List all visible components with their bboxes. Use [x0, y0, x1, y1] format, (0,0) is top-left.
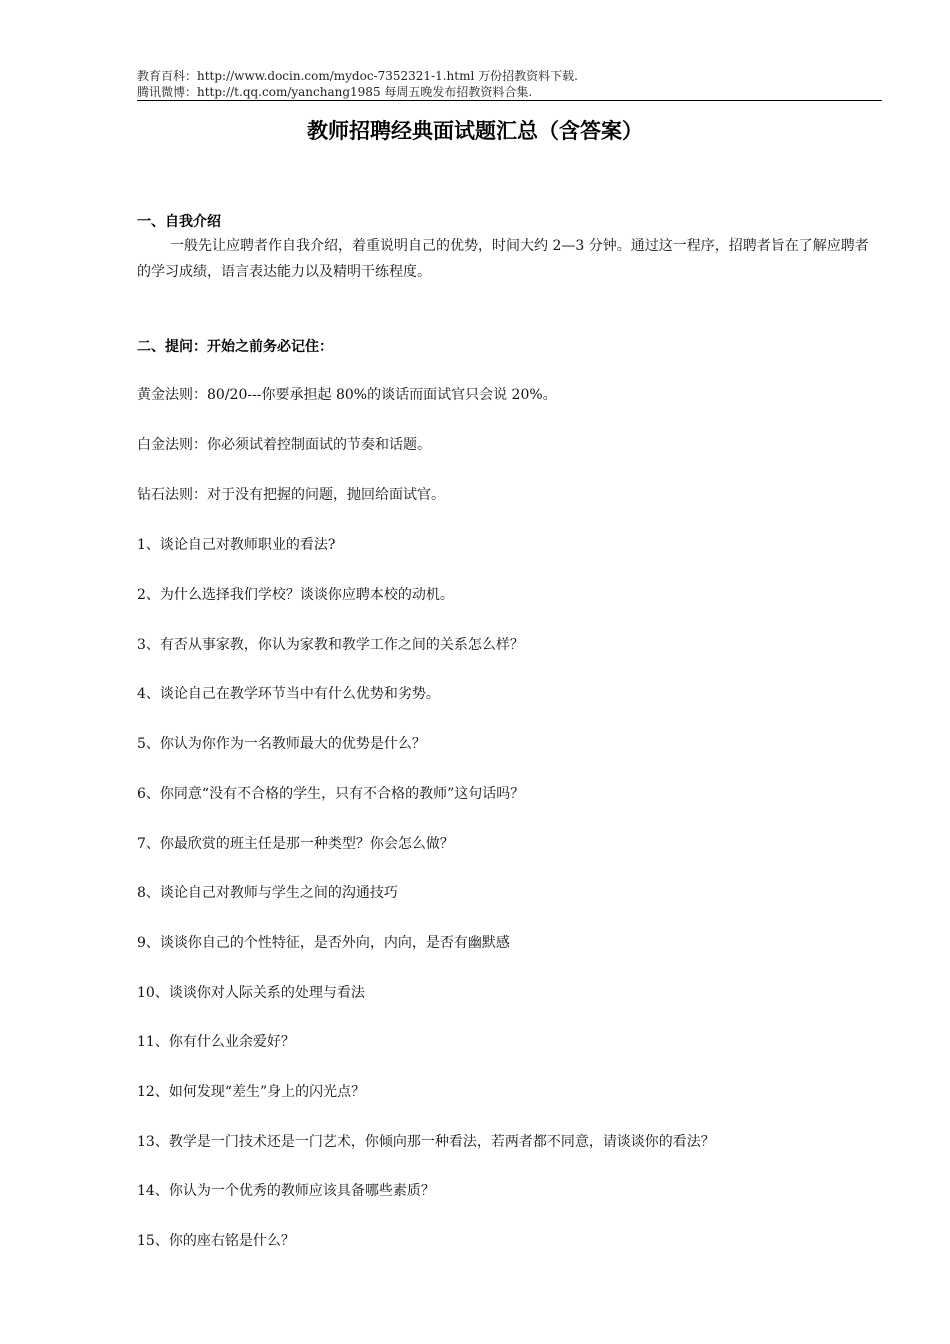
- question-item: 14、你认为一个优秀的教师应该具备哪些素质？: [137, 1183, 435, 1199]
- question-item: 9、谈谈你自己的个性特征，是否外向，内向，是否有幽默感: [137, 935, 510, 951]
- question-item: 7、你最欣赏的班主任是那一种类型？你会怎么做？: [137, 836, 454, 852]
- rule-diamond: 钻石法则：对于没有把握的问题，抛回给面试官。: [137, 487, 445, 503]
- question-item: 15、你的座右铭是什么？: [137, 1233, 295, 1249]
- document-title: 教师招聘经典面试题汇总（含答案）: [307, 118, 643, 143]
- header-divider: [137, 100, 882, 101]
- question-item: 5、你认为你作为一名教师最大的优势是什么？: [137, 736, 426, 752]
- question-item: 13、教学是一门技术还是一门艺术，你倾向那一种看法，若两者都不同意，请谈谈你的看法？: [137, 1134, 715, 1150]
- section-2-heading: 二、提问：开始之前务必记住：: [137, 339, 333, 355]
- question-item: 12、如何发现“差生”身上的闪光点？: [137, 1084, 366, 1100]
- question-item: 6、你同意“没有不合格的学生，只有不合格的教师”这句话吗？: [137, 786, 525, 802]
- question-item: 11、你有什么业余爱好？: [137, 1034, 295, 1050]
- question-item: 3、有否从事家教，你认为家教和教学工作之间的关系怎么样？: [137, 637, 524, 653]
- question-item: 8、谈论自己对教师与学生之间的沟通技巧: [137, 885, 398, 901]
- section-1-paragraph: [137, 233, 882, 285]
- rule-gold: 黄金法则：80/20---你要承担起 80%的谈话而面试官只会说 20%。: [137, 387, 557, 403]
- header-line-1: 教育百科：http://www.docin.com/mydoc-7352321-1.html 万份招教资料下载.: [137, 69, 578, 83]
- question-item: 1、谈论自己对教师职业的看法?: [137, 537, 336, 553]
- question-item: 4、谈论自己在教学环节当中有什么优势和劣势。: [137, 686, 440, 702]
- section-1-heading: 一、自我介绍: [137, 214, 221, 230]
- question-item: 2、为什么选择我们学校？谈谈你应聘本校的动机。: [137, 587, 454, 603]
- section-1-body: 一般先让应聘者作自我介绍，着重说明自己的优势，时间大约 2—3 分钟。通过这一程序，招聘者旨在了解应聘者的学习成绩，语言表达能力以及精明干练程度。: [137, 238, 869, 280]
- rule-platinum: 白金法则：你必须试着控制面试的节奏和话题。: [137, 437, 431, 453]
- question-item: 10、谈谈你对人际关系的处理与看法: [137, 985, 365, 1001]
- header-line-2: 腾讯微博：http://t.qq.com/yanchang1985 每周五晚发布招教资料合集.: [137, 85, 533, 99]
